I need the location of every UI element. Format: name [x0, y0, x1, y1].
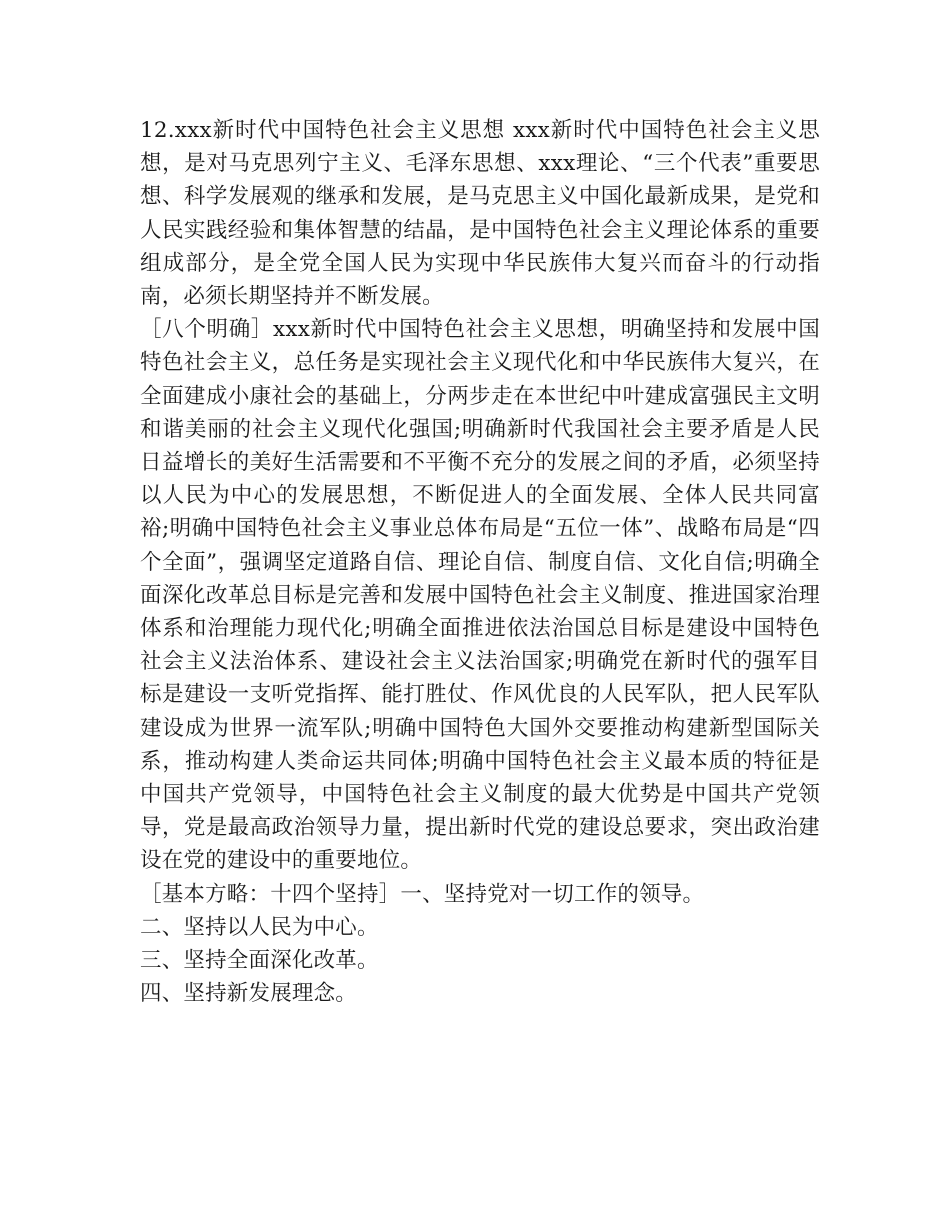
paragraph-strategy-item-3: 三、坚持全面深化改革。	[140, 948, 379, 974]
paragraph-eight-clarifications: ［八个明确］xxx新时代中国特色社会主义思想，明确坚持和发展中国特色社会主义，总任务是实现社会主义现代化和中华民族伟大复兴，在全面建成小康社会的基础上，分两步走在本世纪中叶建成富强民主文明和谐美丽的社会主义现代化强国;明确新时代我国社会主要矛盾是人民日益增长的美好生活需要和不平衡不充分的发展之间的矛盾，必须坚持以人民为中心的发展思想，不断促进人的全面发展、全体人民共同富裕;明确中国特色社会主义事业总体布局是“五位一体”、战略布局是“四个全面”，强调坚定道路自信、理论自信、制度自信、文化自信;明确全面深化改革总目标是完善和发展中国特色社会主义制度、推进国家治理体系和治理能力现代化;明确全面推进依法治国总目标是建设中国特色社会主义法治体系、建设社会主义法治国家;明确党在新时代的强军目标是建设一支听党指挥、能打胜仗、作风优良的人民军队，把人民军队建设成为世界一流军队;明确中国特色大国外交要推动构建新型国际关系，推动构建人类命运共同体;明确中国特色社会主义最本质的特征是中国共产党领导，中国特色社会主义制度的最大优势是中国共产党领导，党是最高政治领导力量，提出新时代党的建设总要求，突出政治建设在党的建设中的重要地位。	[140, 317, 820, 874]
document-body	[140, 114, 820, 1010]
paragraph-strategy-item-4: 四、坚持新发展理念。	[140, 981, 358, 1007]
paragraph-basic-strategy: ［基本方略：十四个坚持］一、坚持党对一切工作的领导。	[140, 881, 705, 907]
paragraph-xi-thought: 12.xxx新时代中国特色社会主义思想 xxx新时代中国特色社会主义思想，是对马克思列宁主义、毛泽东思想、xxx理论、“三个代表”重要思想、科学发展观的继承和发展，是马克思主义中国化最新成果，是党和人民实践经验和集体智慧的结晶，是中国特色社会主义理论体系的重要组成部分，是全党全国人民为实现中华民族伟大复兴而奋斗的行动指南，必须长期坚持并不断发展。	[140, 118, 820, 310]
paragraph-strategy-item-2: 二、坚持以人民为中心。	[140, 914, 379, 940]
